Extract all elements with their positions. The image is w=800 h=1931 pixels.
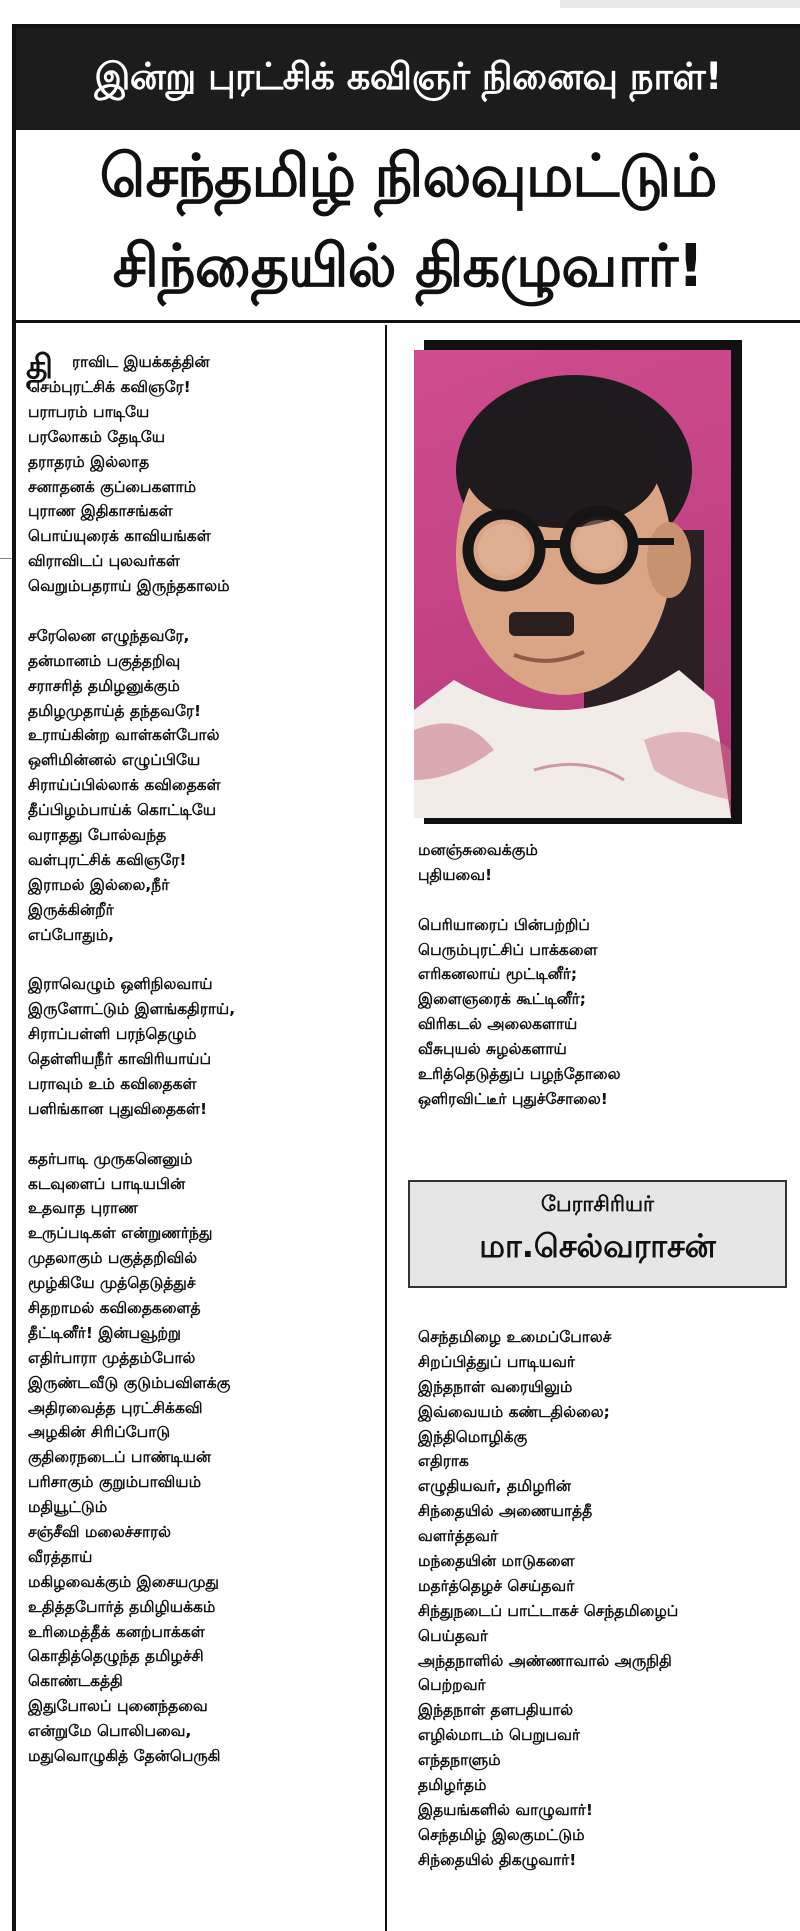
poem-line: எழுதியவர், தமிழரின் [418, 1477, 571, 1496]
poem-line: எந்தநாளும் [418, 1751, 501, 1770]
poet-portrait [414, 350, 731, 818]
poem-line: வீரத்தாய் [28, 1547, 93, 1566]
poem-line: சிந்தையில் திகழுவார்! [418, 1850, 577, 1869]
poem-line: இவ்வையம் கண்டதில்லை; [418, 1402, 610, 1421]
poem-line: மதியூட்டும் [28, 1498, 108, 1517]
poem-line: சிந்துநடைப் பாட்டாகச் செந்தமிழைப் [418, 1601, 679, 1620]
poem-line: தமிழர்தம் [418, 1776, 487, 1795]
poem-line: விரிகடல் அலைகளாய் [418, 1015, 578, 1034]
top-strip [560, 0, 800, 8]
drop-cap: தி [26, 347, 54, 386]
poem-first-line [72, 350, 210, 375]
poem-line: வராதது போல்வந்த [28, 826, 167, 845]
poem-line: உராய்கின்ற வாள்கள்போல் [28, 726, 220, 745]
poem-line: தீட்டினீர்! இன்பவூற்று [28, 1323, 181, 1342]
poem-line: எதிராக [418, 1452, 469, 1471]
poem-line: அதிரவைத்த புரட்சிக்கவி [28, 1398, 203, 1417]
poem-line: தன்மானம் பகுத்தறிவு [28, 651, 181, 670]
poem-line: சிராப்பள்ளி பரந்தெழும் [28, 1025, 197, 1044]
poem-line: இராமல் இல்லை,நீர் [28, 875, 170, 894]
poem-line: குதிரைநடைப் பாண்டியன் [28, 1448, 211, 1467]
poem-line: கொதித்தெழுந்த தமிழச்சி [28, 1647, 204, 1666]
headline-line-2: சிந்தையில் திகழுவார்! [112, 231, 704, 300]
banner [16, 28, 800, 130]
poem-line: இராவெழும் ஒளிநிலவாய் [28, 975, 213, 994]
poem-line: தீப்பிழம்பாய்க் கொட்டியே [28, 801, 216, 820]
poem-line: மகிழவைக்கும் இசையமுது [28, 1572, 219, 1591]
poem-line: சிந்தையில் அணையாத்தீ [418, 1502, 593, 1521]
poem-line: இந்தநாள் தளபதியால் [418, 1701, 574, 1720]
poem-line: செம்புரட்சிக் கவிஞரே! [28, 378, 191, 396]
poem-line: சரேலென எழுந்தவரே, [28, 626, 190, 645]
poem-line: பரலோகம் தேடியே [28, 427, 166, 446]
poem-line: பெற்றவர் [418, 1676, 486, 1695]
poem-line: பெரும்புரட்சிப் பாக்களை [418, 940, 598, 959]
poem-right-column-bottom [418, 1325, 678, 1873]
poem-line: கதர்பாடி முருகனெனும் [28, 1149, 193, 1168]
poem-line: தெள்ளியநீர் காவிரியாய்ப் [28, 1050, 212, 1069]
poem-line: மதுவொழுகித் தேன்பெருகி [28, 1746, 221, 1765]
stanza-gap [28, 1122, 235, 1147]
poem-line: வளர்த்தவர் [418, 1527, 499, 1546]
poem-line: சஞ்சீவி மலைச்சாரல் [28, 1522, 171, 1541]
poem-line: இருக்கின்றீர் [28, 900, 114, 919]
poem-line: மனஞ்சுவைக்கும் [418, 841, 538, 859]
poem-line: வள்புரட்சிக் கவிஞரே! [28, 850, 187, 869]
poem-line: இளைஞரைக் கூட்டினீர்; [418, 990, 586, 1009]
column-divider [385, 325, 387, 1931]
poem-line: பெய்தவர் [418, 1626, 488, 1645]
poem-line: உரித்தெடுத்துப் பழந்தோலை [418, 1065, 621, 1084]
poem-line: சராசரித் தமிழனுக்கும் [28, 676, 180, 695]
poem-line: புதியவை! [418, 865, 493, 884]
poem-line: என்றுமே பொலிபவை, [28, 1722, 192, 1741]
poem-line: மந்தையின் மாடுகளை [418, 1552, 575, 1571]
poem-line: செந்தமிழ் இலகுமட்டும் [418, 1825, 585, 1844]
poem-line: மதர்த்தெழச் செய்தவர் [418, 1576, 575, 1595]
poem-line: உரிமைத்தீக் கனற்பாக்கள் [28, 1622, 205, 1641]
poem-line: கடவுளைப் பாடியபின் [28, 1174, 186, 1193]
poem-line: சிதறாமல் கவிதைகளைத் [28, 1298, 201, 1317]
author-title: பேராசிரியர் [541, 1192, 654, 1216]
poem-line: விராவிடப் புலவர்கள் [28, 552, 180, 571]
poem-right-column-top [418, 838, 620, 1112]
stanza-gap [418, 888, 620, 913]
poem-line: இதயங்களில் வாழுவார்! [418, 1800, 593, 1819]
poem-line: சிறப்பித்துப் பாடியவர் [418, 1352, 576, 1371]
stanza-gap [28, 947, 235, 972]
poem-line: பராபரம் பாடியே [28, 402, 150, 421]
poem-line: சனாதனக் குப்பைகளாம் [28, 477, 197, 496]
poem-line: ஒளிரவிட்டீர் புதுச்சோலை! [418, 1089, 608, 1108]
poem-line: எப்போதும், [28, 925, 115, 944]
poem-line: அந்தநாளில் அண்ணாவால் அருநிதி [418, 1651, 672, 1670]
poem-line: வீசுபுயல் சுழல்களாய் [418, 1040, 567, 1059]
poem-line: பெரியாரைப் பின்பற்றிப் [418, 915, 590, 934]
poem-line: பொய்யுரைக் காவியங்கள் [28, 527, 211, 546]
poem-line: கொண்டகத்தி [28, 1672, 123, 1691]
poem-line: ஒளிமின்னல் எழுப்பியே [28, 751, 201, 770]
banner-text: இன்று புரட்சிக் கவிஞர் நினைவு நாள்! [94, 55, 722, 98]
poem-line: செந்தமிழை உமைப்போலச் [418, 1328, 612, 1346]
poem-line: பளிங்கான புதுவிதைகள்! [28, 1099, 208, 1118]
poem-line: முதலாகும் பகுத்தறிவில் [28, 1249, 198, 1268]
poem-line: இந்தநாள் வரையிலும் [418, 1377, 573, 1396]
headline-line-1: செந்தமிழ் நிலவுமட்டும் [99, 141, 717, 210]
poem-line: வெறும்பதராய் இருந்தகாலம் [28, 577, 230, 596]
poem-line: உதவாத புராண [28, 1199, 138, 1218]
portrait-illustration [414, 350, 731, 818]
margin-mark [0, 558, 12, 559]
poem-line: இந்திமொழிக்கு [418, 1427, 528, 1446]
poem-line: எதிர்பாரா முத்தம்போல் [28, 1348, 196, 1367]
poem-line: இருளோட்டும் இளங்கதிராய், [28, 1000, 236, 1019]
poem-line: எழில்மாடம் பெறுபவர் [418, 1726, 581, 1745]
poem-line: மூழ்கியே முத்தெடுத்துச் [28, 1274, 196, 1293]
poem-line: பரிசாகும் குறும்பாவியம் [28, 1473, 202, 1492]
poem-line: உருப்படிகள் என்றுணர்ந்து [28, 1224, 213, 1243]
poem-line: இருண்டவீடு குடும்பவிளக்கு [28, 1373, 231, 1392]
poem-line: எரிகனலாய் மூட்டினீர்; [418, 965, 578, 984]
poem-line: தராதரம் இல்லாத [28, 452, 150, 471]
poem-line: உதித்தபோர்த் தமிழியக்கம் [28, 1597, 216, 1616]
poem-line: இதுபோலப் புனைந்தவை [28, 1697, 208, 1716]
headline-rule [16, 320, 800, 323]
poem-line: சிராய்ப்பில்லாக் கவிதைகள் [28, 776, 221, 795]
poem-left-column [28, 375, 235, 1769]
poem-line: ராவிட இயக்கத்தின் [72, 353, 210, 371]
poem-line: அழகின் சிரிப்போடு [28, 1423, 171, 1442]
stanza-gap [28, 599, 235, 624]
poem-line: தமிழமுதாய்த் தந்தவரே! [28, 701, 202, 720]
author-byline [408, 1180, 787, 1288]
poem-line: பராவும் உம் கவிதைகள் [28, 1074, 197, 1093]
author-name: மா.செல்வராசன் [479, 1227, 716, 1265]
poem-line: புராண இதிகாசங்கள் [28, 502, 173, 521]
